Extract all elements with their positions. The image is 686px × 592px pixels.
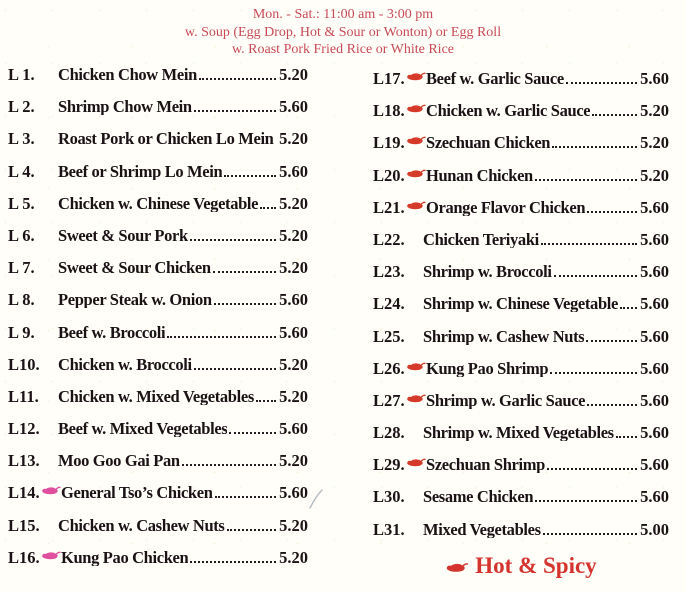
item-price: 5.20 [279,129,308,149]
dot-leader [616,436,637,438]
item-name: Sweet & Sour Pork [58,226,188,244]
item-name: Shrimp w. Garlic Sauce [426,391,586,409]
item-price: 5.20 [279,225,308,245]
item-price: 5.00 [640,519,669,539]
item-number: L29. [373,455,405,475]
dot-leader [224,175,276,177]
dot-leader [554,275,638,277]
item-number: L16. [8,547,40,567]
dot-leader [587,404,637,406]
dot-leader [592,114,637,116]
item-number: L 6. [8,225,35,245]
item-number: L 3. [8,129,35,149]
item-price: 5.20 [279,451,308,471]
item-number: L24. [373,294,405,314]
item-price: 5.60 [640,390,669,410]
item-price: 5.60 [640,326,669,346]
dot-leader [552,146,637,148]
item-number: L 5. [8,193,35,213]
item-number: L12. [8,419,40,439]
dot-leader [199,78,276,80]
chili-pepper-icon [406,456,426,469]
item-number: L19. [373,133,405,153]
item-number: L15. [8,515,40,535]
dot-leader [190,561,276,563]
item-price: 5.20 [279,193,308,213]
menu-item-row [8,291,308,308]
menu-item-row [373,70,669,87]
dot-leader [213,271,276,273]
item-price: 5.60 [640,262,669,282]
item-number: L21. [373,197,405,217]
menu-item-row [8,324,308,341]
menu-item-row [373,263,669,280]
item-price: 5.20 [640,101,669,121]
dot-leader [215,496,277,498]
item-name: Pepper Steak w. Onion [58,291,212,309]
menu-item-row [373,167,669,184]
menu-item-row [8,130,308,147]
dot-leader [260,207,276,209]
dot-leader [227,529,277,531]
item-name: Beef w. Broccoli [58,323,166,341]
item-name: Shrimp w. Cashew Nuts [423,327,585,345]
menu-item-row [8,163,308,180]
menu-item-row [373,456,669,473]
item-name: Kung Pao Chicken [61,548,189,566]
menu-item-row [8,66,308,83]
menu-item-row [8,549,308,566]
item-name: Chicken w. Chinese Vegetable [58,194,259,212]
menu-item-row [8,259,308,276]
menu-item-row [8,356,308,373]
dot-leader [620,307,637,309]
dot-leader [547,468,637,470]
item-price: 5.60 [279,419,308,439]
item-price: 5.60 [640,197,669,217]
item-name: Chicken w. Garlic Sauce [426,102,591,120]
item-name: Szechuan Chicken [426,134,551,152]
dot-leader [194,110,276,112]
item-number: L22. [373,229,405,249]
item-name: Hunan Chicken [426,166,533,184]
menu-item-row [373,488,669,505]
item-price: 5.60 [279,483,308,503]
item-number: L18. [373,101,405,121]
item-number: L 1. [8,65,35,84]
item-number: L14. [8,483,40,503]
chili-pepper-icon [406,167,426,180]
header-hours: Mon. - Sat.: 11:00 am - 3:00 pm [252,7,434,22]
dot-leader [535,500,637,502]
item-number: L10. [8,354,40,374]
menu-item-row [8,484,308,501]
item-price: 5.20 [279,65,308,84]
item-number: L20. [373,165,405,185]
item-price: 5.60 [279,97,308,117]
item-price: 5.60 [640,455,669,475]
item-name: Chicken w. Mixed Vegetables [58,387,254,405]
item-number: L13. [8,451,40,471]
menu-item-row [373,521,669,538]
dot-leader [550,372,637,374]
item-name: Beef w. Mixed Vegetables [58,420,228,438]
menu-item-row [373,424,669,441]
item-price: 5.60 [279,161,308,181]
item-price: 5.60 [640,358,669,378]
item-name: Roast Pork or Chicken Lo Mein [58,130,274,148]
item-name: Shrimp Chow Mein [58,98,192,116]
item-name: Shrimp w. Mixed Vegetables [423,424,614,442]
menu-item-row [8,452,308,469]
item-number: L23. [373,262,405,282]
item-price: 5.60 [279,290,308,310]
item-number: L 7. [8,258,35,278]
item-price: 5.60 [640,423,669,443]
chili-pepper-icon [406,360,426,373]
item-price: 5.60 [640,229,669,249]
item-number: L28. [373,423,405,443]
menu-item-row [373,102,669,119]
menu-column-right [373,70,669,553]
dot-leader [194,368,276,370]
dot-leader [190,239,276,241]
menu-item-row [373,392,669,409]
item-name: Chicken Chow Mein [58,66,197,83]
dot-leader [543,533,637,535]
item-number: L17. [373,69,405,88]
item-number: L 2. [8,97,35,117]
item-price: 5.60 [640,487,669,507]
dot-leader [229,432,276,434]
item-number: L27. [373,390,405,410]
item-name: General Tso’s Chicken [61,484,213,502]
item-price: 5.20 [279,258,308,278]
item-name: Chicken w. Cashew Nuts [58,516,225,534]
item-price: 5.20 [640,133,669,153]
item-name: Moo Goo Gai Pan [58,452,180,470]
menu-item-row [8,98,308,115]
item-name: Sweet & Sour Chicken [58,259,211,277]
dot-leader [535,179,637,181]
item-name: Szechuan Shrimp [426,456,545,474]
header-soup-option: w. Soup (Egg Drop, Hot & Sour or Wonton) or Egg Roll [184,24,502,40]
chili-pepper-icon [406,134,426,147]
hot-spicy-label: Hot & Spicy [475,553,597,578]
chili-pepper-icon [41,484,61,497]
menu-item-row [8,227,308,244]
item-number: L 8. [8,290,35,310]
chili-pepper-icon [445,555,469,581]
menu-item-row [373,360,669,377]
item-number: L26. [373,358,405,378]
menu-item-row [373,328,669,345]
menu-column-left [8,66,308,581]
item-number: L25. [373,326,405,346]
chili-pepper-icon [41,549,61,562]
chili-pepper-icon [406,392,426,405]
item-name: Orange Flavor Chicken [426,198,586,216]
item-name: Beef w. Garlic Sauce [426,70,564,87]
header-rice-option: w. Roast Pork Fried Rice or White Rice [231,42,455,57]
menu-item-row [8,517,308,534]
item-name: Shrimp w. Broccoli [423,263,552,281]
item-price: 5.20 [279,386,308,406]
menu-item-row [8,195,308,212]
item-name: Beef or Shrimp Lo Mein [58,162,223,180]
dot-leader [586,340,637,342]
item-price: 5.20 [279,354,308,374]
item-number: L31. [373,519,405,539]
menu-item-row [373,199,669,216]
chili-pepper-icon [406,199,426,212]
scan-artifact-mark [308,488,324,510]
item-name: Kung Pao Shrimp [426,359,549,377]
hot-spicy-legend [373,553,669,579]
item-price: 5.60 [279,322,308,342]
menu-item-row [8,420,308,437]
chili-pepper-icon [406,70,426,83]
menu-item-row [373,295,669,312]
item-name: Sesame Chicken [423,488,534,506]
item-price: 5.20 [279,547,308,567]
item-name: Chicken w. Broccoli [58,355,192,373]
menu-item-row [8,388,308,405]
dot-leader [541,243,637,245]
chili-pepper-icon [406,102,426,115]
dot-leader [566,82,637,84]
item-number: L30. [373,487,405,507]
dot-leader [214,303,276,305]
item-price: 5.60 [640,294,669,314]
item-number: L11. [8,386,39,406]
item-number: L 9. [8,322,35,342]
item-name: Shrimp w. Chinese Vegetable [423,295,618,313]
menu-item-row [373,231,669,248]
item-name: Mixed Vegetables [423,520,541,538]
item-price: 5.20 [640,165,669,185]
item-price: 5.20 [279,515,308,535]
item-name: Chicken Teriyaki [423,230,539,248]
dot-leader [182,464,276,466]
menu-header [0,6,686,59]
menu-item-row [373,134,669,151]
item-number: L 4. [8,161,35,181]
dot-leader [256,400,276,402]
item-price: 5.60 [640,69,669,88]
dot-leader [587,211,637,213]
dot-leader [167,336,276,338]
